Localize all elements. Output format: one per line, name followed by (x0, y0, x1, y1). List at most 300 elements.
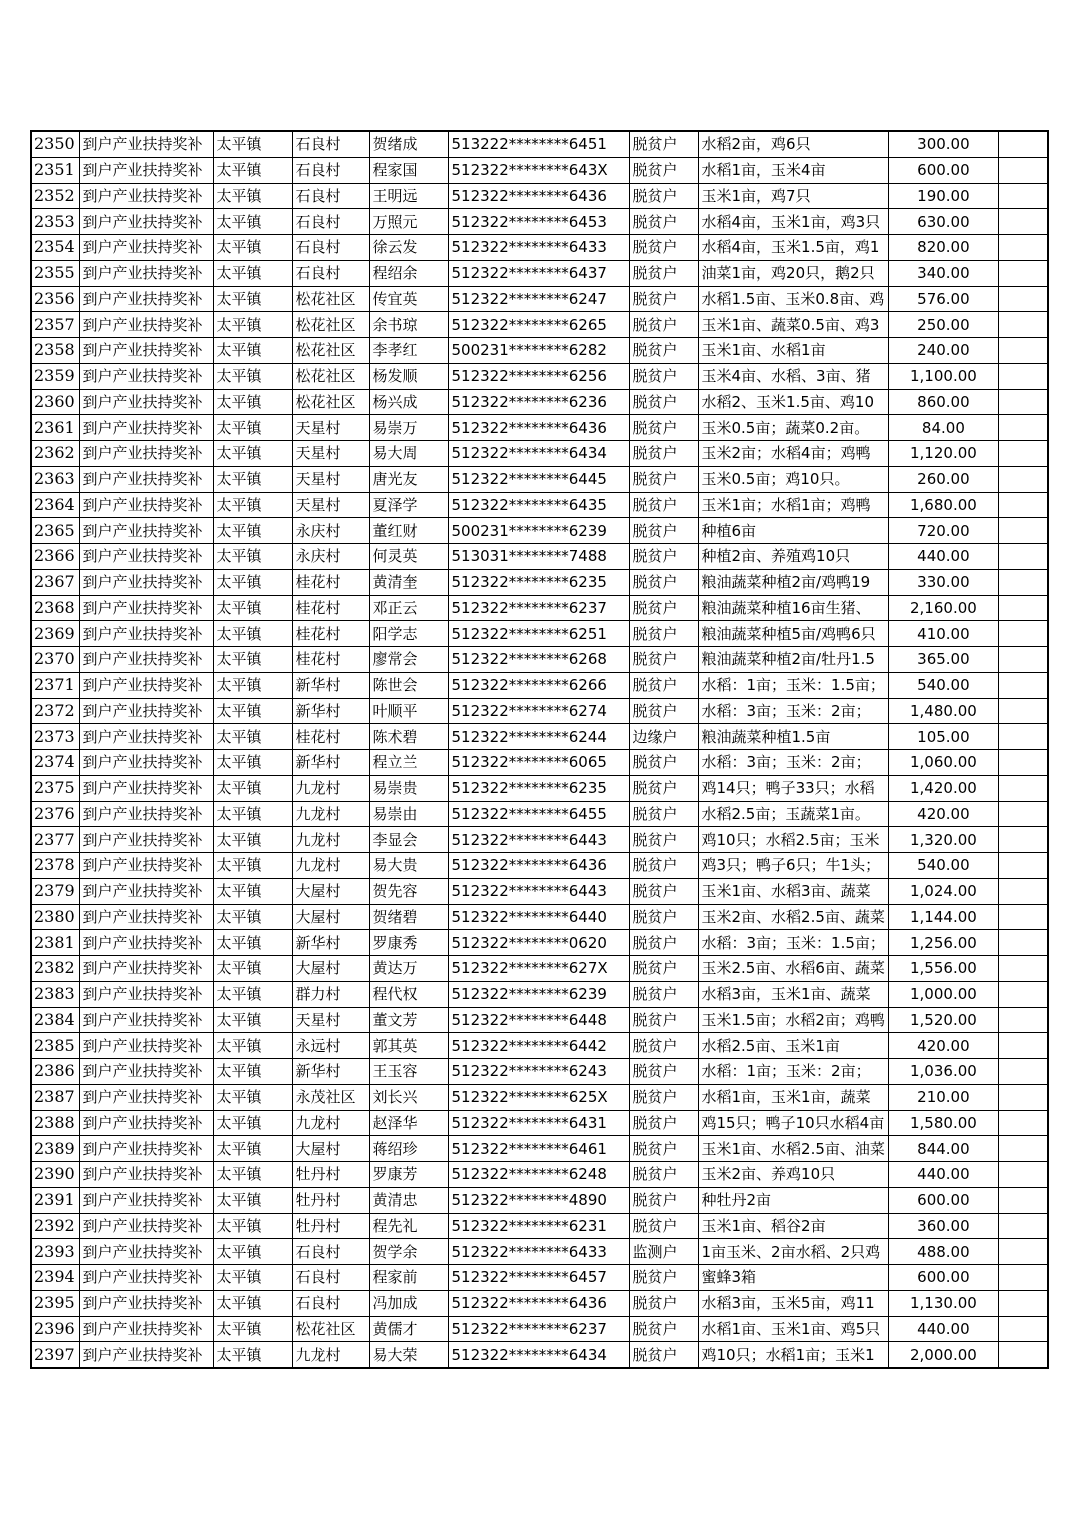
household-type-cell: 脱贫户 (629, 904, 698, 930)
village-cell: 桂花村 (292, 621, 369, 647)
project-type-cell: 到户产业扶持奖补 (79, 389, 213, 415)
town-cell: 太平镇 (213, 878, 292, 904)
village-cell: 新华村 (292, 750, 369, 776)
remark-cell (998, 930, 1048, 956)
amount-cell: 1,520.00 (888, 1007, 998, 1033)
village-cell: 九龙村 (292, 853, 369, 879)
project-type-cell: 到户产业扶持奖补 (79, 775, 213, 801)
amount-cell: 340.00 (888, 260, 998, 286)
project-type-cell: 到户产业扶持奖补 (79, 260, 213, 286)
id-number-cell: 512322********6457 (448, 1265, 629, 1291)
amount-cell: 1,000.00 (888, 981, 998, 1007)
table-row (31, 930, 1048, 956)
project-type-cell: 到户产业扶持奖补 (79, 1136, 213, 1162)
project-type-cell: 到户产业扶持奖补 (79, 235, 213, 261)
table-row (31, 904, 1048, 930)
household-type-cell: 脱贫户 (629, 338, 698, 364)
remark-cell (998, 1239, 1048, 1265)
town-cell: 太平镇 (213, 827, 292, 853)
amount-cell: 330.00 (888, 569, 998, 595)
name-cell: 罗康芳 (369, 1162, 448, 1188)
production-details-cell: 玉米0.5亩；鸡10只。 (698, 466, 888, 492)
amount-cell: 1,480.00 (888, 698, 998, 724)
project-type-cell: 到户产业扶持奖补 (79, 1187, 213, 1213)
town-cell: 太平镇 (213, 724, 292, 750)
name-cell: 程家前 (369, 1265, 448, 1291)
production-details-cell: 水稻：3亩；玉米：2亩； (698, 698, 888, 724)
table-row (31, 750, 1048, 776)
production-details-cell: 水稻：3亩；玉米：2亩； (698, 750, 888, 776)
production-details-cell: 玉米2.5亩、水稻6亩、蔬菜 (698, 956, 888, 982)
production-details-cell: 玉米1亩，鸡7只 (698, 183, 888, 209)
amount-cell: 240.00 (888, 338, 998, 364)
production-details-cell: 玉米2亩；水稻4亩；鸡鸭 (698, 441, 888, 467)
row-number-cell: 2363 (31, 466, 79, 492)
row-number-cell: 2367 (31, 569, 79, 595)
row-number-cell: 2380 (31, 904, 79, 930)
village-cell: 石良村 (292, 1290, 369, 1316)
name-cell: 刘长兴 (369, 1084, 448, 1110)
household-type-cell: 脱贫户 (629, 286, 698, 312)
remark-cell (998, 209, 1048, 235)
name-cell: 易崇贵 (369, 775, 448, 801)
row-number-cell: 2366 (31, 544, 79, 570)
id-number-cell: 512322********6436 (448, 415, 629, 441)
town-cell: 太平镇 (213, 1290, 292, 1316)
row-number-cell: 2351 (31, 157, 79, 183)
household-type-cell: 脱贫户 (629, 647, 698, 673)
household-type-cell: 脱贫户 (629, 1342, 698, 1368)
name-cell: 程立兰 (369, 750, 448, 776)
project-type-cell: 到户产业扶持奖补 (79, 363, 213, 389)
remark-cell (998, 389, 1048, 415)
remark-cell (998, 1136, 1048, 1162)
production-details-cell: 粮油蔬菜种植2亩/牡丹1.5 (698, 647, 888, 673)
amount-cell: 488.00 (888, 1239, 998, 1265)
household-type-cell: 脱贫户 (629, 569, 698, 595)
household-type-cell: 脱贫户 (629, 672, 698, 698)
village-cell: 九龙村 (292, 1342, 369, 1368)
name-cell: 叶顺平 (369, 698, 448, 724)
id-number-cell: 512322********0620 (448, 930, 629, 956)
town-cell: 太平镇 (213, 1007, 292, 1033)
amount-cell: 1,100.00 (888, 363, 998, 389)
table-row (31, 338, 1048, 364)
project-type-cell: 到户产业扶持奖补 (79, 569, 213, 595)
row-number-cell: 2368 (31, 595, 79, 621)
amount-cell: 1,420.00 (888, 775, 998, 801)
name-cell: 贺学余 (369, 1239, 448, 1265)
id-number-cell: 512322********6434 (448, 441, 629, 467)
town-cell: 太平镇 (213, 518, 292, 544)
table-row (31, 724, 1048, 750)
remark-cell (998, 363, 1048, 389)
id-number-cell: 512322********6433 (448, 235, 629, 261)
name-cell: 阳学志 (369, 621, 448, 647)
id-number-cell: 512322********6437 (448, 260, 629, 286)
town-cell: 太平镇 (213, 981, 292, 1007)
amount-cell: 410.00 (888, 621, 998, 647)
row-number-cell: 2396 (31, 1316, 79, 1342)
row-number-cell: 2389 (31, 1136, 79, 1162)
town-cell: 太平镇 (213, 131, 292, 157)
production-details-cell: 玉米2亩、水稻2.5亩、蔬菜 (698, 904, 888, 930)
remark-cell (998, 1084, 1048, 1110)
name-cell: 易崇万 (369, 415, 448, 441)
production-details-cell: 玉米1亩、水稻2.5亩、油菜 (698, 1136, 888, 1162)
table-row (31, 157, 1048, 183)
amount-cell: 1,144.00 (888, 904, 998, 930)
id-number-cell: 512322********6455 (448, 801, 629, 827)
village-cell: 石良村 (292, 183, 369, 209)
id-number-cell: 512322********6274 (448, 698, 629, 724)
name-cell: 易大周 (369, 441, 448, 467)
table-row (31, 1162, 1048, 1188)
household-type-cell: 脱贫户 (629, 1136, 698, 1162)
production-details-cell: 水稻1亩，玉米1亩，蔬菜 (698, 1084, 888, 1110)
town-cell: 太平镇 (213, 956, 292, 982)
village-cell: 群力村 (292, 981, 369, 1007)
production-details-cell: 鸡10只；水稻2.5亩；玉米 (698, 827, 888, 853)
household-type-cell: 脱贫户 (629, 1162, 698, 1188)
project-type-cell: 到户产业扶持奖补 (79, 157, 213, 183)
remark-cell (998, 338, 1048, 364)
town-cell: 太平镇 (213, 569, 292, 595)
household-type-cell: 脱贫户 (629, 260, 698, 286)
name-cell: 蒋绍珍 (369, 1136, 448, 1162)
id-number-cell: 512322********6265 (448, 312, 629, 338)
row-number-cell: 2394 (31, 1265, 79, 1291)
household-type-cell: 脱贫户 (629, 1033, 698, 1059)
village-cell: 永庆村 (292, 518, 369, 544)
town-cell: 太平镇 (213, 904, 292, 930)
row-number-cell: 2391 (31, 1187, 79, 1213)
village-cell: 永远村 (292, 1033, 369, 1059)
remark-cell (998, 131, 1048, 157)
remark-cell (998, 1007, 1048, 1033)
table-row (31, 801, 1048, 827)
table-row (31, 441, 1048, 467)
table-row (31, 183, 1048, 209)
remark-cell (998, 853, 1048, 879)
row-number-cell: 2383 (31, 981, 79, 1007)
production-details-cell: 玉米0.5亩；蔬菜0.2亩。 (698, 415, 888, 441)
amount-cell: 2,160.00 (888, 595, 998, 621)
table-row (31, 312, 1048, 338)
production-details-cell: 粮油蔬菜种植2亩/鸡鸭19 (698, 569, 888, 595)
row-number-cell: 2352 (31, 183, 79, 209)
name-cell: 陈世会 (369, 672, 448, 698)
village-cell: 永茂社区 (292, 1084, 369, 1110)
row-number-cell: 2397 (31, 1342, 79, 1368)
remark-cell (998, 981, 1048, 1007)
project-type-cell: 到户产业扶持奖补 (79, 415, 213, 441)
name-cell: 邓正云 (369, 595, 448, 621)
remark-cell (998, 1110, 1048, 1136)
production-details-cell: 粮油蔬菜种植1.5亩 (698, 724, 888, 750)
production-details-cell: 玉米1.5亩；水稻2亩；鸡鸭 (698, 1007, 888, 1033)
table-row (31, 466, 1048, 492)
town-cell: 太平镇 (213, 544, 292, 570)
name-cell: 传宜英 (369, 286, 448, 312)
row-number-cell: 2353 (31, 209, 79, 235)
project-type-cell: 到户产业扶持奖补 (79, 1239, 213, 1265)
household-type-cell: 脱贫户 (629, 1265, 698, 1291)
amount-cell: 1,256.00 (888, 930, 998, 956)
table-row (31, 647, 1048, 673)
id-number-cell: 512322********6231 (448, 1213, 629, 1239)
production-details-cell: 蜜蜂3箱 (698, 1265, 888, 1291)
household-type-cell: 脱贫户 (629, 775, 698, 801)
village-cell: 桂花村 (292, 647, 369, 673)
household-type-cell: 脱贫户 (629, 853, 698, 879)
project-type-cell: 到户产业扶持奖补 (79, 131, 213, 157)
id-number-cell: 512322********6237 (448, 595, 629, 621)
amount-cell: 600.00 (888, 1187, 998, 1213)
household-type-cell: 脱贫户 (629, 312, 698, 338)
production-details-cell: 水稻2、玉米1.5亩、鸡10 (698, 389, 888, 415)
town-cell: 太平镇 (213, 466, 292, 492)
village-cell: 松花社区 (292, 1316, 369, 1342)
town-cell: 太平镇 (213, 183, 292, 209)
id-number-cell: 512322********6433 (448, 1239, 629, 1265)
production-details-cell: 油菜1亩，鸡20只，鹅2只 (698, 260, 888, 286)
project-type-cell: 到户产业扶持奖补 (79, 441, 213, 467)
village-cell: 石良村 (292, 1265, 369, 1291)
name-cell: 易大荣 (369, 1342, 448, 1368)
remark-cell (998, 724, 1048, 750)
remark-cell (998, 312, 1048, 338)
id-number-cell: 512322********6237 (448, 1316, 629, 1342)
name-cell: 易崇由 (369, 801, 448, 827)
remark-cell (998, 1213, 1048, 1239)
table-row (31, 698, 1048, 724)
row-number-cell: 2385 (31, 1033, 79, 1059)
table-row (31, 131, 1048, 157)
table-row (31, 235, 1048, 261)
village-cell: 永庆村 (292, 544, 369, 570)
household-type-cell: 脱贫户 (629, 1084, 698, 1110)
id-number-cell: 512322********627X (448, 956, 629, 982)
household-type-cell: 脱贫户 (629, 363, 698, 389)
table-row (31, 1265, 1048, 1291)
amount-cell: 1,580.00 (888, 1110, 998, 1136)
town-cell: 太平镇 (213, 157, 292, 183)
table-row (31, 853, 1048, 879)
table-row (31, 827, 1048, 853)
household-type-cell: 脱贫户 (629, 801, 698, 827)
row-number-cell: 2360 (31, 389, 79, 415)
project-type-cell: 到户产业扶持奖补 (79, 595, 213, 621)
name-cell: 何灵英 (369, 544, 448, 570)
amount-cell: 440.00 (888, 1162, 998, 1188)
table-row (31, 672, 1048, 698)
project-type-cell: 到户产业扶持奖补 (79, 801, 213, 827)
village-cell: 天星村 (292, 1007, 369, 1033)
remark-cell (998, 750, 1048, 776)
household-type-cell: 脱贫户 (629, 750, 698, 776)
id-number-cell: 512322********6445 (448, 466, 629, 492)
table-row (31, 544, 1048, 570)
town-cell: 太平镇 (213, 235, 292, 261)
table-row (31, 1084, 1048, 1110)
table-row (31, 1059, 1048, 1085)
household-type-cell: 脱贫户 (629, 1059, 698, 1085)
production-details-cell: 水稻1亩，玉米4亩 (698, 157, 888, 183)
row-number-cell: 2373 (31, 724, 79, 750)
village-cell: 松花社区 (292, 338, 369, 364)
row-number-cell: 2371 (31, 672, 79, 698)
row-number-cell: 2393 (31, 1239, 79, 1265)
production-details-cell: 粮油蔬菜种植16亩生猪、 (698, 595, 888, 621)
town-cell: 太平镇 (213, 1084, 292, 1110)
id-number-cell: 512322********6434 (448, 1342, 629, 1368)
remark-cell (998, 1162, 1048, 1188)
id-number-cell: 513222********6451 (448, 131, 629, 157)
household-type-cell: 脱贫户 (629, 1187, 698, 1213)
id-number-cell: 512322********6435 (448, 492, 629, 518)
household-type-cell: 脱贫户 (629, 235, 698, 261)
project-type-cell: 到户产业扶持奖补 (79, 1290, 213, 1316)
row-number-cell: 2372 (31, 698, 79, 724)
id-number-cell: 512322********6431 (448, 1110, 629, 1136)
name-cell: 黄清奎 (369, 569, 448, 595)
household-type-cell: 脱贫户 (629, 1213, 698, 1239)
town-cell: 太平镇 (213, 621, 292, 647)
town-cell: 太平镇 (213, 1213, 292, 1239)
production-details-cell: 玉米1亩；水稻1亩；鸡鸭 (698, 492, 888, 518)
village-cell: 天星村 (292, 492, 369, 518)
household-type-cell: 脱贫户 (629, 492, 698, 518)
name-cell: 程先礼 (369, 1213, 448, 1239)
row-number-cell: 2354 (31, 235, 79, 261)
name-cell: 王玉容 (369, 1059, 448, 1085)
village-cell: 九龙村 (292, 801, 369, 827)
name-cell: 易大贵 (369, 853, 448, 879)
town-cell: 太平镇 (213, 260, 292, 286)
row-number-cell: 2359 (31, 363, 79, 389)
name-cell: 廖常会 (369, 647, 448, 673)
remark-cell (998, 1187, 1048, 1213)
row-number-cell: 2381 (31, 930, 79, 956)
production-details-cell: 1亩玉米、2亩水稻、2只鸡 (698, 1239, 888, 1265)
name-cell: 黄清忠 (369, 1187, 448, 1213)
production-details-cell: 水稻4亩，玉米1.5亩，鸡1 (698, 235, 888, 261)
production-details-cell: 鸡3只；鸭子6只；牛1头； (698, 853, 888, 879)
name-cell: 李孝红 (369, 338, 448, 364)
row-number-cell: 2375 (31, 775, 79, 801)
amount-cell: 360.00 (888, 1213, 998, 1239)
village-cell: 石良村 (292, 235, 369, 261)
id-number-cell: 512322********6442 (448, 1033, 629, 1059)
row-number-cell: 2356 (31, 286, 79, 312)
household-type-cell: 脱贫户 (629, 209, 698, 235)
table-row (31, 1187, 1048, 1213)
remark-cell (998, 441, 1048, 467)
production-details-cell: 水稻：1亩；玉米：2亩； (698, 1059, 888, 1085)
project-type-cell: 到户产业扶持奖补 (79, 1059, 213, 1085)
village-cell: 新华村 (292, 930, 369, 956)
row-number-cell: 2382 (31, 956, 79, 982)
row-number-cell: 2365 (31, 518, 79, 544)
table-row (31, 518, 1048, 544)
remark-cell (998, 956, 1048, 982)
town-cell: 太平镇 (213, 853, 292, 879)
table-row (31, 1110, 1048, 1136)
id-number-cell: 512322********6443 (448, 878, 629, 904)
project-type-cell: 到户产业扶持奖补 (79, 312, 213, 338)
household-type-cell: 脱贫户 (629, 183, 698, 209)
household-type-cell: 脱贫户 (629, 441, 698, 467)
amount-cell: 860.00 (888, 389, 998, 415)
project-type-cell: 到户产业扶持奖补 (79, 1007, 213, 1033)
table-row (31, 621, 1048, 647)
household-type-cell: 脱贫户 (629, 956, 698, 982)
remark-cell (998, 183, 1048, 209)
id-number-cell: 512322********643X (448, 157, 629, 183)
table-row (31, 775, 1048, 801)
production-details-cell: 鸡14只；鸭子33只；水稻 (698, 775, 888, 801)
production-details-cell: 水稻2亩，鸡6只 (698, 131, 888, 157)
town-cell: 太平镇 (213, 1033, 292, 1059)
amount-cell: 844.00 (888, 1136, 998, 1162)
name-cell: 李显会 (369, 827, 448, 853)
remark-cell (998, 904, 1048, 930)
id-number-cell: 512322********6453 (448, 209, 629, 235)
table-row (31, 389, 1048, 415)
project-type-cell: 到户产业扶持奖补 (79, 1342, 213, 1368)
name-cell: 程代权 (369, 981, 448, 1007)
village-cell: 石良村 (292, 209, 369, 235)
household-type-cell: 脱贫户 (629, 1290, 698, 1316)
table-row (31, 209, 1048, 235)
village-cell: 桂花村 (292, 595, 369, 621)
project-type-cell: 到户产业扶持奖补 (79, 827, 213, 853)
production-details-cell: 种牡丹2亩 (698, 1187, 888, 1213)
amount-cell: 600.00 (888, 1265, 998, 1291)
town-cell: 太平镇 (213, 1239, 292, 1265)
id-number-cell: 512322********6247 (448, 286, 629, 312)
table-row (31, 956, 1048, 982)
table-row (31, 569, 1048, 595)
project-type-cell: 到户产业扶持奖补 (79, 286, 213, 312)
amount-cell: 1,036.00 (888, 1059, 998, 1085)
name-cell: 程绍余 (369, 260, 448, 286)
village-cell: 牡丹村 (292, 1162, 369, 1188)
table-body (31, 131, 1048, 1368)
name-cell: 贺先容 (369, 878, 448, 904)
amount-cell: 2,000.00 (888, 1342, 998, 1368)
id-number-cell: 512322********6235 (448, 569, 629, 595)
table-row (31, 286, 1048, 312)
remark-cell (998, 1316, 1048, 1342)
household-type-cell: 脱贫户 (629, 827, 698, 853)
id-number-cell: 512322********6256 (448, 363, 629, 389)
amount-cell: 1,320.00 (888, 827, 998, 853)
household-type-cell: 脱贫户 (629, 466, 698, 492)
household-type-cell: 脱贫户 (629, 1316, 698, 1342)
town-cell: 太平镇 (213, 801, 292, 827)
remark-cell (998, 1033, 1048, 1059)
amount-cell: 1,130.00 (888, 1290, 998, 1316)
town-cell: 太平镇 (213, 389, 292, 415)
household-type-cell: 脱贫户 (629, 698, 698, 724)
amount-cell: 105.00 (888, 724, 998, 750)
name-cell: 王明远 (369, 183, 448, 209)
project-type-cell: 到户产业扶持奖补 (79, 1162, 213, 1188)
production-details-cell: 玉米1亩、蔬菜0.5亩、鸡3 (698, 312, 888, 338)
project-type-cell: 到户产业扶持奖补 (79, 518, 213, 544)
